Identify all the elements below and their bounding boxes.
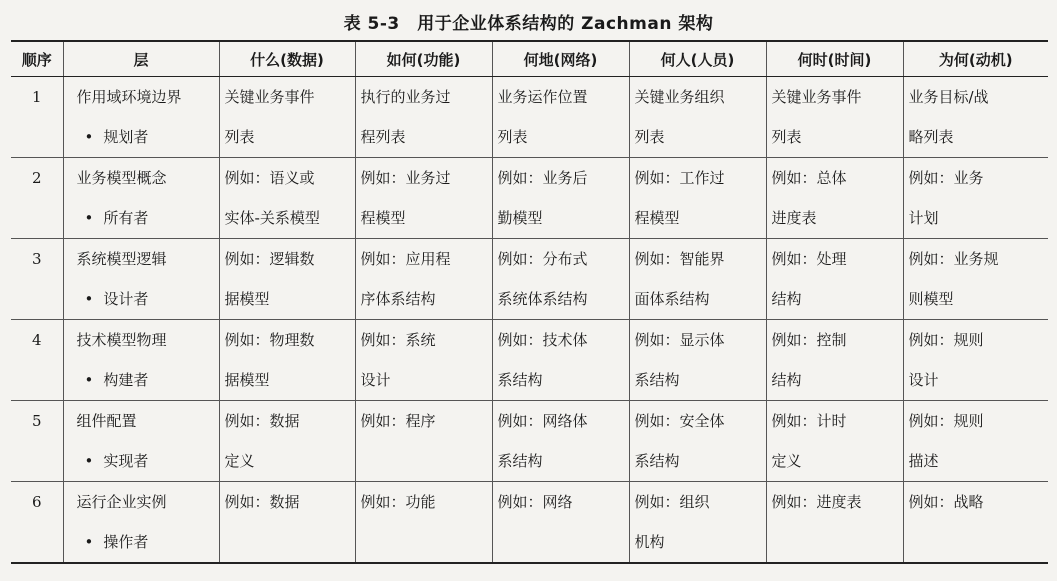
cell-text-line: 例如：业务: [908, 169, 984, 187]
table-cell: [355, 77, 492, 158]
row-number: 3: [11, 239, 63, 320]
cell-text-line: 执行的业务过: [360, 88, 451, 106]
cell-text-line: 列表: [771, 128, 802, 146]
cell-text-line: 例如：计时: [771, 412, 847, 430]
table-cell: [219, 401, 355, 482]
cell-text-line: 例如：处理: [771, 250, 847, 268]
table-cell: [629, 401, 766, 482]
table-cell: [492, 401, 629, 482]
bullet-icon: •: [84, 290, 94, 308]
cell-text-line: 定义: [224, 452, 255, 470]
cell-text-line: 例如：战略: [908, 493, 984, 511]
column-header: 如何(功能): [355, 41, 492, 77]
cell-text-line: 机构: [634, 533, 665, 551]
cell-text-line: 序体系结构: [360, 290, 436, 308]
role-label: 所有者: [103, 209, 149, 227]
table-body: [11, 77, 1048, 564]
column-header: 顺序: [11, 41, 63, 77]
column-header: 何时(时间): [766, 41, 903, 77]
cell-text-line: 例如：业务后: [497, 169, 588, 187]
layer-name: 运行企业实例: [76, 493, 167, 511]
layer-cell: [63, 77, 219, 158]
table-cell: [492, 77, 629, 158]
table-cell: [903, 77, 1048, 158]
cell-text-line: 例如：网络体: [497, 412, 588, 430]
row-number: 2: [11, 158, 63, 239]
table-cell: [766, 239, 903, 320]
cell-text-line: 例如：应用程: [360, 250, 451, 268]
layer-role: [77, 441, 219, 481]
cell-text-line: 列表: [497, 128, 528, 146]
role-label: 实现者: [103, 452, 149, 470]
table-cell: [219, 482, 355, 564]
cell-text-line: 列表: [634, 128, 665, 146]
cell-text-line: 程模型: [360, 209, 406, 227]
cell-text-line: 例如：语义或: [224, 169, 315, 187]
layer-name: 业务模型概念: [76, 169, 167, 187]
cell-text-line: 例如：技术体: [497, 331, 588, 349]
table-cell: [766, 482, 903, 564]
bullet-icon: •: [84, 452, 94, 470]
cell-text-line: 例如：分布式: [497, 250, 588, 268]
bullet-icon: •: [84, 128, 94, 146]
table-cell: [766, 401, 903, 482]
layer-name: 组件配置: [76, 412, 137, 430]
table-cell: [629, 77, 766, 158]
table-cell: [766, 77, 903, 158]
cell-text-line: 例如：规则: [908, 331, 984, 349]
layer-name: 系统模型逻辑: [76, 250, 167, 268]
table-row: [11, 158, 1048, 239]
table-cell: [355, 320, 492, 401]
header-row: [11, 41, 1048, 77]
row-number: 6: [11, 482, 63, 564]
cell-text-line: 程列表: [360, 128, 406, 146]
cell-text-line: 系统体系结构: [497, 290, 588, 308]
cell-text-line: 系结构: [497, 371, 543, 389]
cell-text-line: 则模型: [908, 290, 954, 308]
column-header: 层: [63, 41, 219, 77]
cell-text-line: 例如：业务规: [908, 250, 999, 268]
cell-text-line: 业务目标/战: [908, 88, 989, 106]
layer-role: [77, 279, 219, 319]
table-cell: [629, 482, 766, 564]
cell-text-line: 实体-关系模型: [224, 209, 320, 227]
cell-text-line: 例如：规则: [908, 412, 984, 430]
cell-text-line: 例如：控制: [771, 331, 847, 349]
cell-text-line: 程模型: [634, 209, 680, 227]
table-cell: [629, 320, 766, 401]
cell-text-line: 进度表: [771, 209, 817, 227]
cell-text-line: 例如：进度表: [771, 493, 862, 511]
cell-text-line: 例如：工作过: [634, 169, 725, 187]
cell-text-line: 设计: [360, 371, 391, 389]
cell-text-line: 系结构: [497, 452, 543, 470]
role-label: 操作者: [103, 533, 149, 551]
table-cell: [903, 158, 1048, 239]
cell-text-line: 勤模型: [497, 209, 543, 227]
cell-text-line: 计划: [908, 209, 939, 227]
layer-role: [77, 360, 219, 400]
column-header: 何人(人员): [629, 41, 766, 77]
cell-text-line: 例如：智能界: [634, 250, 725, 268]
column-header: 为何(动机): [903, 41, 1048, 77]
cell-text-line: 系结构: [634, 452, 680, 470]
table-cell: [766, 158, 903, 239]
cell-text-line: 例如：系统: [360, 331, 436, 349]
table-cell: [492, 158, 629, 239]
layer-cell: [63, 320, 219, 401]
cell-text-line: 系结构: [634, 371, 680, 389]
cell-text-line: 据模型: [224, 290, 270, 308]
layer-role: [77, 522, 219, 562]
layer-cell: [63, 158, 219, 239]
cell-text-line: 例如：总体: [771, 169, 847, 187]
role-label: 规划者: [103, 128, 149, 146]
cell-text-line: 例如：物理数: [224, 331, 315, 349]
table-row: [11, 401, 1048, 482]
column-header: 什么(数据): [219, 41, 355, 77]
table-row: [11, 482, 1048, 564]
cell-text-line: 关键业务事件: [771, 88, 862, 106]
cell-text-line: 描述: [908, 452, 939, 470]
layer-cell: [63, 401, 219, 482]
table-cell: [355, 401, 492, 482]
cell-text-line: 例如：逻辑数: [224, 250, 315, 268]
table-cell: [903, 239, 1048, 320]
cell-text-line: 关键业务组织: [634, 88, 725, 106]
bullet-icon: •: [84, 209, 94, 227]
cell-text-line: 例如：显示体: [634, 331, 725, 349]
table-cell: [219, 77, 355, 158]
row-number: 5: [11, 401, 63, 482]
zachman-table: [11, 40, 1048, 564]
bullet-icon: •: [84, 371, 94, 389]
role-label: 构建者: [103, 371, 149, 389]
cell-text-line: 例如：程序: [360, 412, 436, 430]
table-cell: [219, 239, 355, 320]
cell-text-line: 例如：安全体: [634, 412, 725, 430]
cell-text-line: 设计: [908, 371, 939, 389]
table-cell: [355, 239, 492, 320]
column-header: 何地(网络): [492, 41, 629, 77]
table-row: [11, 239, 1048, 320]
cell-text-line: 定义: [771, 452, 802, 470]
cell-text-line: 略列表: [908, 128, 954, 146]
bullet-icon: •: [84, 533, 94, 551]
layer-role: [77, 198, 219, 238]
table-cell: [355, 158, 492, 239]
layer-name: 作用域环境边界: [76, 88, 182, 106]
table-cell: [492, 482, 629, 564]
cell-text-line: 据模型: [224, 371, 270, 389]
cell-text-line: 例如：业务过: [360, 169, 451, 187]
layer-cell: [63, 482, 219, 564]
table-cell: [903, 482, 1048, 564]
cell-text-line: 例如：功能: [360, 493, 436, 511]
table-cell: [766, 320, 903, 401]
cell-text-line: 列表: [224, 128, 255, 146]
cell-text-line: 业务运作位置: [497, 88, 588, 106]
layer-role: [77, 117, 219, 157]
row-number: 1: [11, 77, 63, 158]
row-number: 4: [11, 320, 63, 401]
layer-name: 技术模型物理: [76, 331, 167, 349]
table-cell: [355, 482, 492, 564]
table-cell: [903, 401, 1048, 482]
table-cell: [492, 239, 629, 320]
cell-text-line: 关键业务事件: [224, 88, 315, 106]
table-cell: [629, 239, 766, 320]
role-label: 设计者: [103, 290, 149, 308]
cell-text-line: 例如：数据: [224, 493, 300, 511]
table-cell: [903, 320, 1048, 401]
layer-cell: [63, 239, 219, 320]
cell-text-line: 结构: [771, 371, 802, 389]
cell-text-line: 面体系结构: [634, 290, 710, 308]
cell-text-line: 例如：组织: [634, 493, 710, 511]
cell-text-line: 结构: [771, 290, 802, 308]
table-caption: 表 5-3 用于企业体系结构的 Zachman 架构: [343, 14, 714, 34]
table-cell: [219, 320, 355, 401]
cell-text-line: 例如：数据: [224, 412, 300, 430]
cell-text-line: 例如：网络: [497, 493, 573, 511]
table-cell: [219, 158, 355, 239]
table-row: [11, 77, 1048, 158]
table-row: [11, 320, 1048, 401]
table-cell: [492, 320, 629, 401]
table-cell: [629, 158, 766, 239]
